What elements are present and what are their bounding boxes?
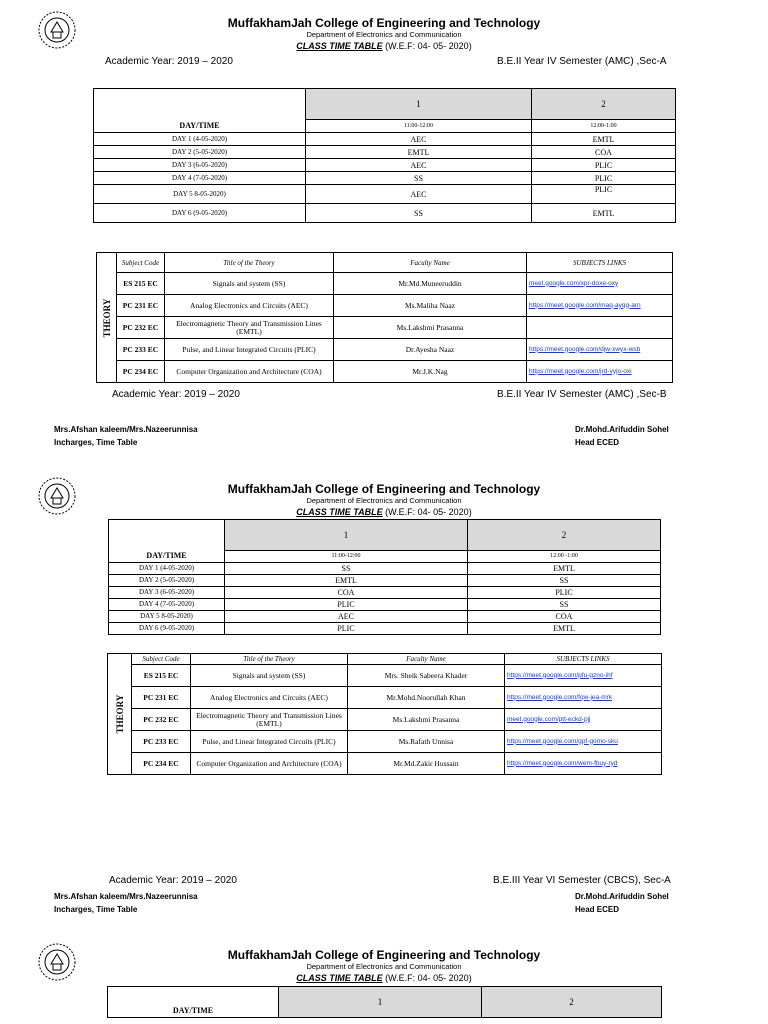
faculty-header: Faculty Name	[334, 253, 527, 273]
timetable-section-a	[93, 88, 676, 223]
college-name: MuffakhamJah College of Engineering and Technology	[227, 948, 541, 962]
table-row: DAY 3 (6-05-2020) AEC PLIC	[94, 159, 676, 172]
meeting-link[interactable]	[527, 317, 673, 339]
title-header: Title of the Theory	[165, 253, 334, 273]
slot-2: 12:00-1:00	[532, 120, 676, 133]
slot-2: 12:00 -1:00	[468, 551, 661, 563]
table-row: PC 233 EC Pulse, and Linear Integrated Circuits (PLIC) Ms.Rafath Unnisa https://meet.google.com/gpf-gomo-sku	[108, 731, 662, 753]
slot-1: 11:00-12:00	[225, 551, 468, 563]
academic-year: Academic Year: 2019 – 2020	[109, 875, 237, 886]
table-row: ES 215 EC Signals and system (SS) Mr.Md.Muneeruddin meet.google.com/xpr-doxe-oxy	[97, 273, 673, 295]
period-1-header: 1	[306, 89, 532, 120]
table-row: PC 232 EC Electromagnetic Theory and Transmission Lines (EMTL) Ms.Lakshmi Prasanna	[97, 317, 673, 339]
subject-code-header: Subject Code	[117, 253, 165, 273]
table-row: DAY 6 (9-05-2020) PLIC EMTL	[109, 623, 661, 635]
class-time-table-title: CLASS TIME TABLE (W.E.F: 04- 05- 2020)	[296, 507, 472, 517]
academic-year: Academic Year: 2019 – 2020	[112, 389, 240, 400]
timetable-section-b	[108, 519, 661, 635]
theory-label: THEORY	[97, 253, 117, 383]
class-time-table-title: CLASS TIME TABLE (W.E.F: 04- 05- 2020)	[296, 973, 472, 983]
table-row: PC 232 EC Electromagnetic Theory and Transmission Lines (EMTL) Ms.Lakshmi Prasanna meet.google.com/ptt-eckd-pjj	[108, 709, 662, 731]
table-row: PC 234 EC Computer Organization and Architecture (COA) Mr.Md.Zakir Hussain https://meet.google.com/wem-fbuy-ryd	[108, 753, 662, 775]
daytime-header: DAY/TIME	[94, 89, 306, 133]
class-time-table-title: CLASS TIME TABLE (W.E.F: 04- 05- 2020)	[296, 41, 472, 51]
faculty-header: Faculty Name	[348, 654, 505, 665]
incharge-signature: Mrs.Afshan kaleem/Mrs.Nazeerunnisa Incharges, Time Table	[54, 425, 198, 447]
table-row: DAY 2 (5-05-2020) EMTL COA	[94, 146, 676, 159]
table-row: PC 231 EC Analog Electronics and Circuits (AEC) Ms.Maliha Naaz https://meet.google.com/maq-ayqg-arn	[97, 295, 673, 317]
subject-code-header: Subject Code	[132, 654, 191, 665]
college-name: MuffakhamJah College of Engineering and Technology	[227, 16, 541, 30]
department-name: Department of Electronics and Communication	[306, 30, 462, 39]
links-header: SUBJECTS LINKS	[527, 253, 673, 273]
incharge-signature: Mrs.Afshan kaleem/Mrs.Nazeerunnisa Incharges, Time Table	[54, 892, 198, 914]
hod-signature: Dr.Mohd.Arifuddin Sohel Head ECED	[575, 892, 669, 914]
hod-signature: Dr.Mohd.Arifuddin Sohel Head ECED	[575, 425, 669, 447]
meeting-link[interactable]: https://meet.google.com/djw-xwyx-wsb	[527, 339, 673, 361]
meeting-link[interactable]: https://meet.google.com/wem-fbuy-ryd	[505, 753, 662, 775]
table-row: DAY 3 (6-05-2020) COA PLIC	[109, 587, 661, 599]
college-name: MuffakhamJah College of Engineering and Technology	[227, 482, 541, 496]
department-name: Department of Electronics and Communication	[306, 962, 462, 971]
period-2-header: 2	[482, 987, 662, 1018]
table-row: DAY 2 (5-05-2020) EMTL SS	[109, 575, 661, 587]
table-row: DAY 1 (4-05-2020) AEC EMTL	[94, 133, 676, 146]
semester-label: B.E.II Year IV Semester (AMC) ,Sec-A	[497, 56, 667, 67]
semester-label: B.E.II Year IV Semester (AMC) ,Sec-B	[497, 389, 667, 400]
daytime-header: DAY/TIME	[108, 987, 279, 1018]
subjects-table-section-b	[107, 653, 662, 775]
semester-label: B.E.III Year VI Semester (CBCS), Sec-A	[493, 875, 671, 886]
title-header: Title of the Theory	[191, 654, 348, 665]
table-row: ES 215 EC Signals and system (SS) Mrs. Sheik Sabeera Khader https://meet.google.com/pfu-gzno-ihf	[108, 665, 662, 687]
meeting-link[interactable]: https://meet.google.com/fqw-jea-mrk	[505, 687, 662, 709]
meeting-link[interactable]: meet.google.com/xpr-doxe-oxy	[527, 273, 673, 295]
table-row: DAY 6 (9-05-2020) SS EMTL	[94, 204, 676, 223]
table-row: DAY 5 8-05-2020) AEC COA	[109, 611, 661, 623]
period-1-header: 1	[225, 520, 468, 551]
meeting-link[interactable]: meet.google.com/ptt-eckd-pjj	[505, 709, 662, 731]
links-header: SUBJECTS LINKS	[505, 654, 662, 665]
table-row: DAY 1 (4-05-2020) SS EMTL	[109, 563, 661, 575]
theory-label: THEORY	[108, 654, 132, 775]
meeting-link[interactable]: https://meet.google.com/maq-ayqg-arn	[527, 295, 673, 317]
period-2-header: 2	[468, 520, 661, 551]
meeting-link[interactable]: https://meet.google.com/pfu-gzno-ihf	[505, 665, 662, 687]
academic-year: Academic Year: 2019 – 2020	[105, 56, 233, 67]
slot-1: 11:00-12:00	[306, 120, 532, 133]
period-1-header: 1	[279, 987, 482, 1018]
table-row: PC 231 EC Analog Electronics and Circuits (AEC) Mr.Mohd.Noorullah Khan https://meet.google.com/fqw-jea-mrk	[108, 687, 662, 709]
table-row: PC 233 EC Pulse, and Linear Integrated Circuits (PLIC) Dr.Ayesha Naaz https://meet.google.com/djw-xwyx-wsb	[97, 339, 673, 361]
meeting-link[interactable]: https://meet.google.com/gpf-gomo-sku	[505, 731, 662, 753]
subjects-table-section-a	[96, 252, 673, 383]
period-2-header: 2	[532, 89, 676, 120]
daytime-header: DAY/TIME	[109, 520, 225, 563]
timetable-section-c	[107, 986, 662, 1018]
table-row: DAY 4 (7-05-2020) PLIC SS	[109, 599, 661, 611]
table-row: DAY 5 8-05-2020) AEC PLIC	[94, 185, 676, 204]
department-name: Department of Electronics and Communication	[306, 496, 462, 505]
meeting-link[interactable]: https://meet.google.com/jrd-vyjo-oxi	[527, 361, 673, 383]
table-row: DAY 4 (7-05-2020) SS PLIC	[94, 172, 676, 185]
table-row: PC 234 EC Computer Organization and Architecture (COA) Mr.J.K.Nag https://meet.google.com/jrd-vyjo-oxi	[97, 361, 673, 383]
